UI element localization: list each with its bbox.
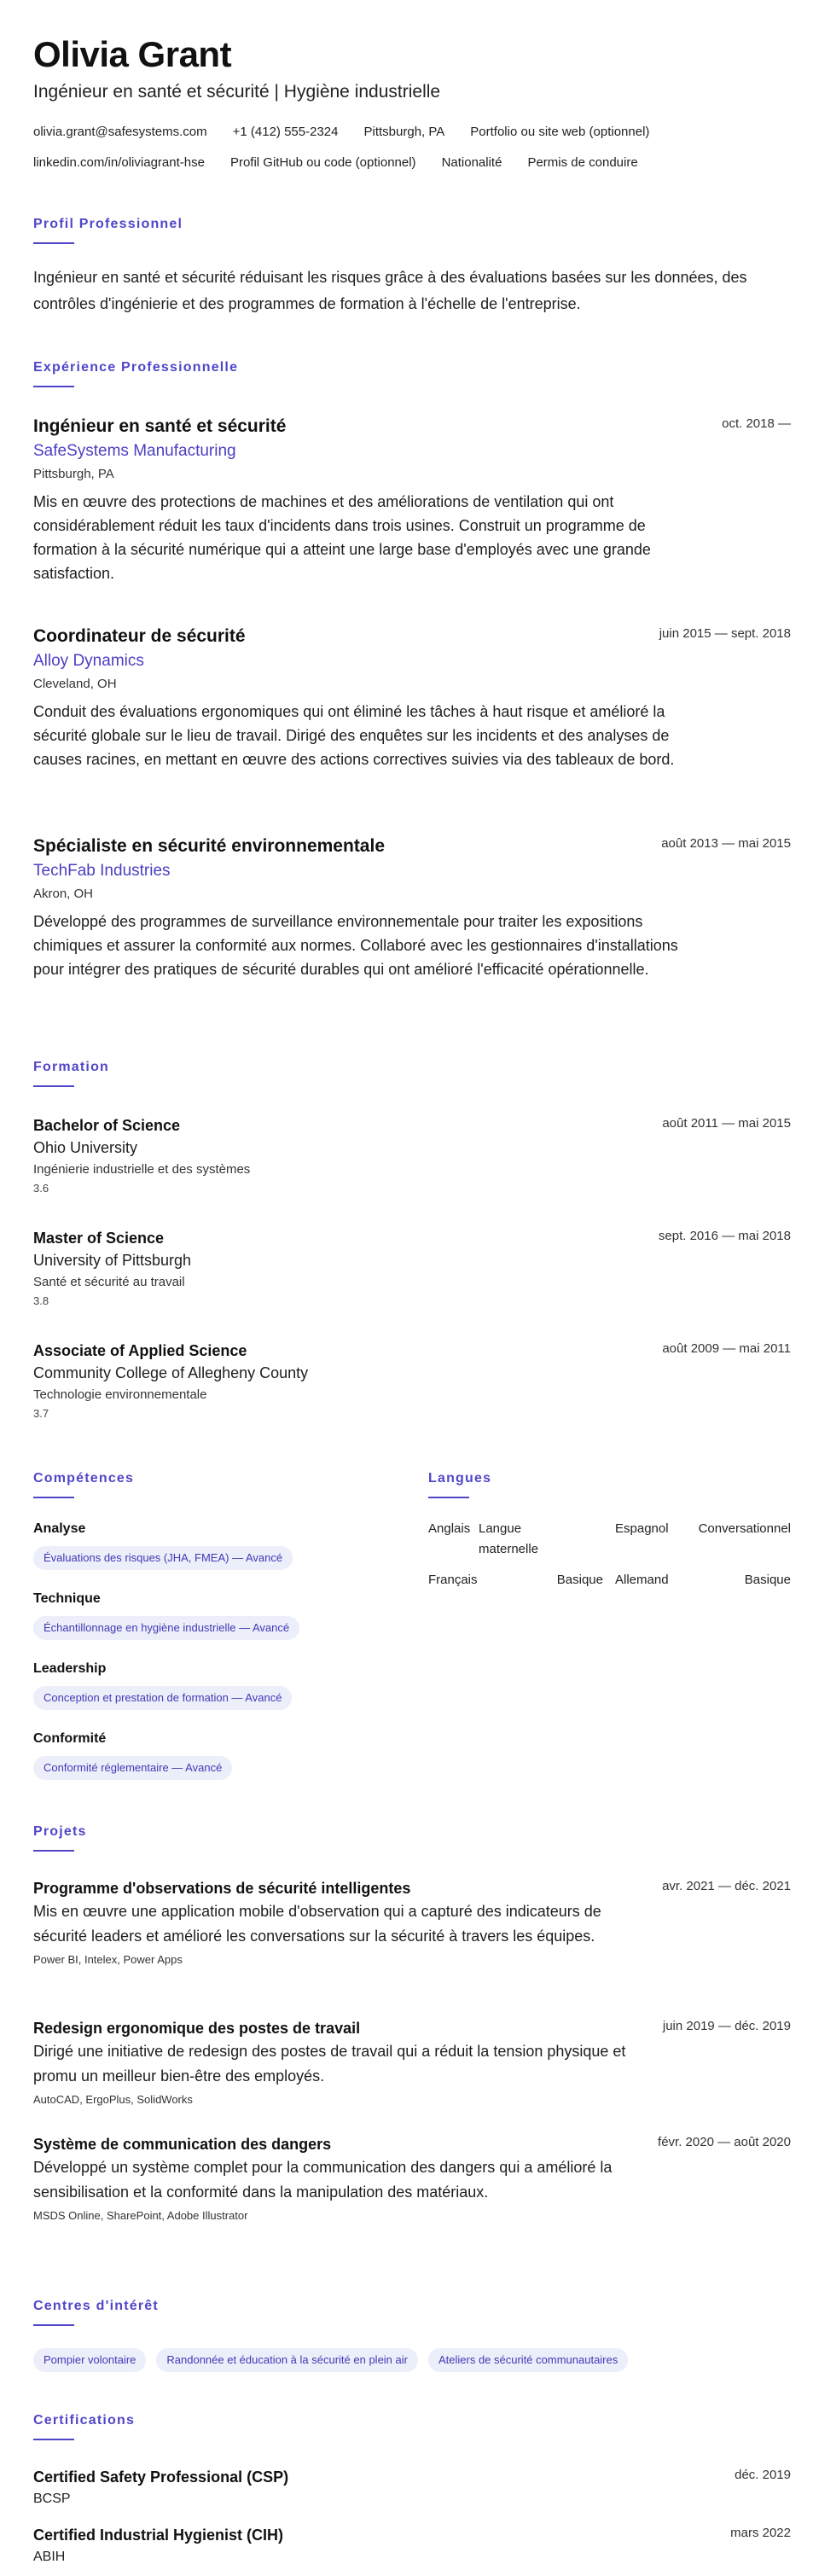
language-name: Français — [428, 1573, 478, 1587]
project-title: Système de communication des dangers — [33, 2136, 332, 2153]
job-title: Coordinateur de sécurité — [33, 626, 246, 646]
skill-chip: Évaluations des risques (JHA, FMEA) — Avancé — [33, 1546, 293, 1570]
cert-date: déc. 2019 — [735, 2468, 791, 2482]
interest-chip: Randonnée et éducation à la sécurité en plein air — [156, 2348, 418, 2372]
skill-chip: Conformité réglementaire — Avancé — [33, 1756, 232, 1780]
skill-category: Conformité — [33, 1731, 107, 1746]
section-rule — [33, 2324, 74, 2326]
interests-list — [33, 2348, 628, 2372]
project-dates: févr. 2020 — août 2020 — [658, 2135, 791, 2149]
job-description: Conduit des évaluations ergonomiques qui ont éliminé les tâches à haut risque et amélioré la sécurité globale sur le lieu de travail. Dirigé des enquêtes sur les incidents et des analyses de causes racines, en mettant en œuvre des actions correctives suivies via des tableaux de bord. — [33, 703, 675, 768]
project-description: Dirigé une initiative de redesign des postes de travail qui a réduit la tension physique et promu un meilleur bien-être des employés. — [33, 2043, 626, 2085]
contact-email[interactable]: olivia.grant@safesystems.com — [33, 125, 207, 139]
experience-item — [33, 625, 791, 771]
cert-issuer: BCSP — [33, 2492, 71, 2506]
edu-gpa: 3.6 — [33, 1182, 49, 1195]
edu-degree: Bachelor of Science — [33, 1117, 181, 1134]
job-description: Développé des programmes de surveillance environnementale pour traiter les expositions chimiques et assurer la conformité aux normes. Collaboré avec les gestionnaires d'installations pour intégrer des pratiques de sécurité durables qui ont amélioré l'efficacité opérationnelle. — [33, 913, 678, 978]
cert-name: Certified Safety Professional (CSP) — [33, 2468, 289, 2486]
skill-category: Technique — [33, 1591, 101, 1606]
job-dates: oct. 2018 — — [722, 416, 791, 431]
section-rule — [428, 1497, 469, 1498]
project-tech: AutoCAD, ErgoPlus, SolidWorks — [33, 2093, 193, 2106]
job-dates: juin 2015 — sept. 2018 — [659, 626, 791, 641]
edu-field: Santé et sécurité au travail — [33, 1275, 185, 1289]
cert-issuer: ABIH — [33, 2550, 66, 2564]
contact-row-1 — [33, 125, 649, 139]
job-company: SafeSystems Manufacturing — [33, 442, 236, 460]
job-location: Akron, OH — [33, 887, 94, 901]
cert-date: mars 2022 — [730, 2526, 791, 2540]
section-rule — [33, 1085, 74, 1087]
job-title: Spécialiste en sécurité environnementale — [33, 836, 386, 856]
edu-dates: août 2009 — mai 2011 — [662, 1341, 791, 1356]
skill-group — [33, 1659, 409, 1710]
section-title-projects: Projets — [33, 1824, 87, 1839]
edu-dates: août 2011 — mai 2015 — [662, 1116, 791, 1131]
section-title-experience: Expérience Professionnelle — [33, 360, 239, 375]
contact-github[interactable]: Profil GitHub ou code (optionnel) — [229, 155, 416, 170]
edu-school: University of Pittsburgh — [33, 1252, 192, 1269]
job-dates: août 2013 — mai 2015 — [661, 836, 791, 851]
project-dates: avr. 2021 — déc. 2021 — [662, 1879, 791, 1893]
skill-chip: Échantillonnage en hygiène industrielle — Avancé — [33, 1616, 299, 1640]
education-item — [33, 1114, 791, 1197]
language-level: Langue maternelle — [479, 1521, 539, 1556]
cert-name: Certified Industrial Hygienist (CIH) — [33, 2527, 284, 2544]
edu-school: Ohio University — [33, 1139, 138, 1156]
language-name: Anglais — [428, 1521, 471, 1536]
profile-summary: Ingénieur en santé et sécurité réduisant les risques grâce à des évaluations basées sur les données, des contrôles d'ingénierie et des programmes de formation à l'échelle de l'entreprise. — [33, 269, 747, 312]
section-title-profile: Profil Professionnel — [33, 217, 183, 231]
contact-linkedin[interactable]: linkedin.com/in/oliviagrant-hse — [33, 155, 205, 170]
skill-chip: Conception et prestation de formation — Avancé — [33, 1686, 292, 1710]
section-rule — [33, 1497, 74, 1498]
section-title-languages: Langues — [428, 1471, 492, 1486]
job-description: Mis en œuvre des protections de machines et des améliorations de ventilation qui ont considérablement réduit les taux d'incidents dans trois usines. Construit un programme de formation à la sécurité numérique qui a atteint une large base d'employés avec une grande satisfaction. — [33, 493, 651, 582]
language-level: Conversationnel — [698, 1521, 791, 1536]
contact-row-2 — [33, 155, 638, 170]
project-description: Développé un système complet pour la communication des dangers qui a amélioré la sensibilisation et la conformité dans la manipulation des matériaux. — [33, 2159, 613, 2201]
job-title: Ingénieur en santé et sécurité — [33, 416, 287, 436]
skill-group — [33, 1729, 409, 1780]
language-name: Espagnol — [615, 1521, 669, 1536]
edu-field: Technologie environnementale — [33, 1387, 207, 1402]
education-item — [33, 1227, 791, 1310]
experience-item — [33, 834, 791, 981]
project-tech: MSDS Online, SharePoint, Adobe Illustrator — [33, 2209, 248, 2222]
contact-nationality: Nationalité — [441, 155, 502, 170]
project-item — [33, 1877, 791, 1969]
contact-license: Permis de conduire — [527, 155, 638, 170]
section-title-education: Formation — [33, 1060, 110, 1074]
section-rule — [33, 2439, 74, 2440]
interest-chip: Ateliers de sécurité communautaires — [428, 2348, 628, 2372]
contact-portfolio[interactable]: Portfolio ou site web (optionnel) — [470, 125, 650, 139]
language-level: Basique — [556, 1573, 603, 1587]
candidate-headline: Ingénieur en santé et sécurité | Hygiène industrielle — [33, 82, 441, 102]
project-title: Programme d'observations de sécurité intelligentes — [33, 1880, 411, 1897]
edu-field: Ingénierie industrielle et des systèmes — [33, 1162, 251, 1177]
section-title-certifications: Certifications — [33, 2413, 136, 2428]
interest-chip: Pompier volontaire — [33, 2348, 146, 2372]
job-location: Cleveland, OH — [33, 677, 117, 691]
project-item — [33, 2133, 791, 2225]
edu-gpa: 3.8 — [33, 1294, 49, 1307]
language-name: Allemand — [615, 1573, 669, 1587]
edu-degree: Master of Science — [33, 1230, 165, 1247]
project-description: Mis en œuvre une application mobile d'observation qui a capturé des indicateurs de sécurité leaders et amélioré les conversations sur la sécurité à travers les équipes. — [33, 1903, 601, 1945]
skill-group — [33, 1589, 409, 1640]
project-title: Redesign ergonomique des postes de travail — [33, 2020, 361, 2037]
contact-phone[interactable]: +1 (412) 555-2324 — [232, 125, 339, 139]
edu-degree: Associate of Applied Science — [33, 1342, 247, 1359]
section-title-interests: Centres d'intérêt — [33, 2299, 159, 2313]
skill-category: Analyse — [33, 1521, 86, 1536]
candidate-name: Olivia Grant — [33, 34, 232, 74]
project-dates: juin 2019 — déc. 2019 — [662, 2019, 791, 2033]
edu-dates: sept. 2016 — mai 2018 — [658, 1229, 791, 1243]
section-rule — [33, 386, 74, 387]
job-company: TechFab Industries — [33, 862, 171, 880]
skill-group — [33, 1519, 409, 1570]
job-company: Alloy Dynamics — [33, 652, 144, 670]
language-level: Basique — [744, 1573, 791, 1587]
job-location: Pittsburgh, PA — [33, 467, 114, 481]
certification-item — [33, 2466, 791, 2510]
certification-item — [33, 2524, 791, 2568]
skill-category: Leadership — [33, 1661, 107, 1676]
contact-location: Pittsburgh, PA — [363, 125, 445, 139]
section-rule — [33, 1850, 74, 1852]
section-rule — [33, 242, 74, 244]
edu-gpa: 3.7 — [33, 1407, 49, 1420]
edu-school: Community College of Allegheny County — [33, 1364, 309, 1381]
project-tech: Power BI, Intelex, Power Apps — [33, 1953, 183, 1966]
section-title-skills: Compétences — [33, 1471, 135, 1486]
project-item — [33, 2017, 791, 2109]
education-item — [33, 1340, 791, 1422]
experience-item — [33, 415, 791, 585]
